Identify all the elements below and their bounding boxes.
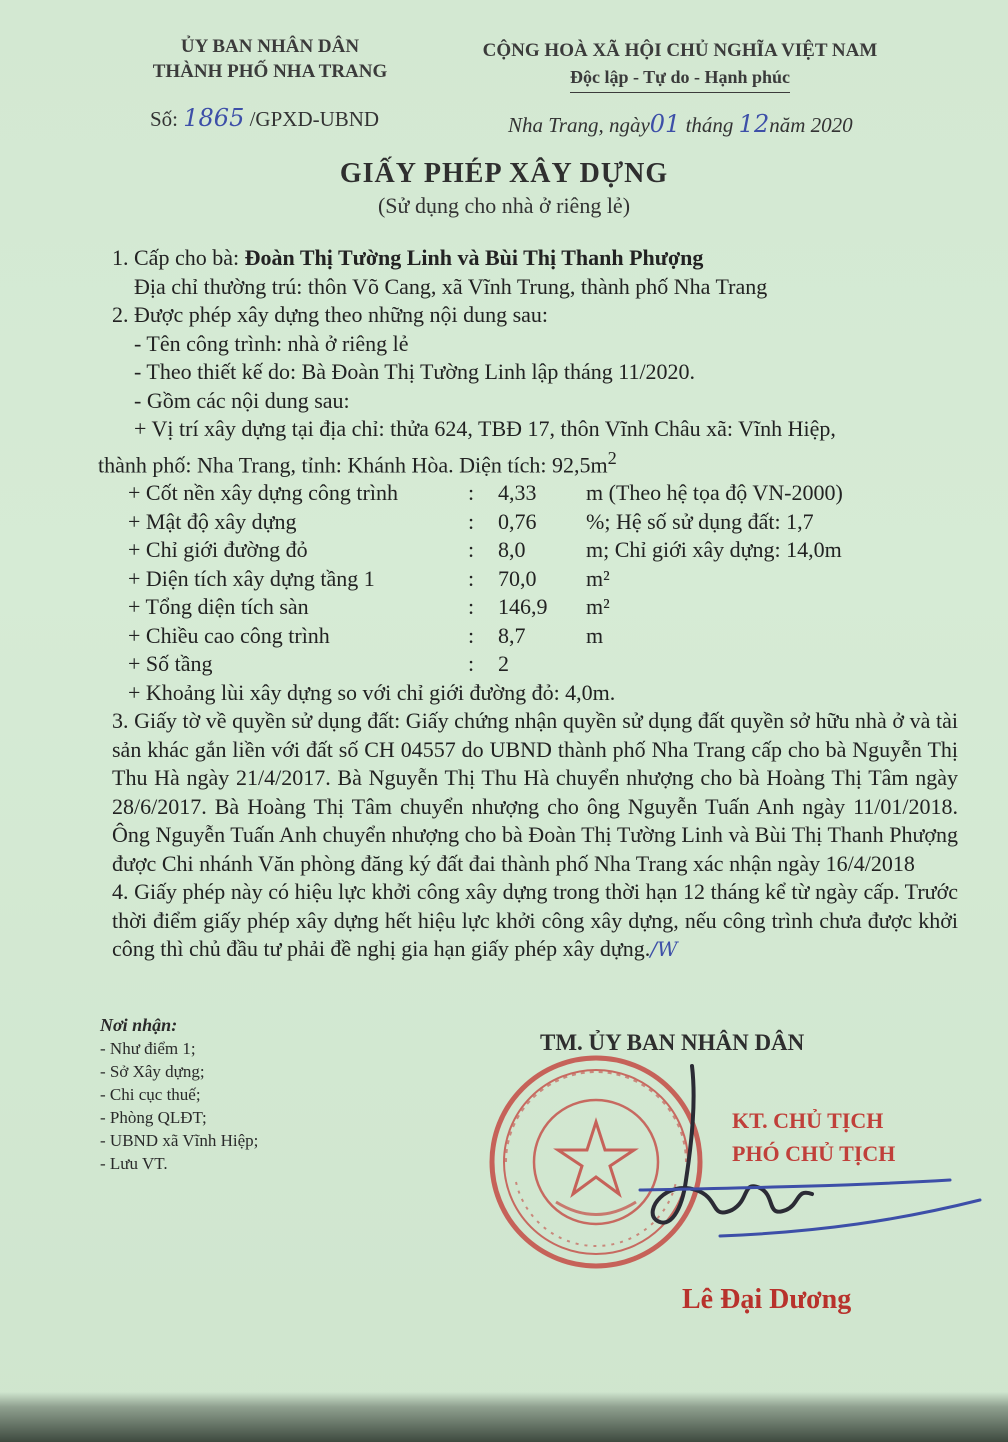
grantee-address: Địa chỉ thường trú: thôn Võ Cang, xã Vĩnh Trung, thành phố Nha Trang (134, 273, 768, 299)
spec-row: + Tổng diện tích sàn : 146,9 m² (128, 594, 610, 620)
section-4-validity: 4. Giấy phép này có hiệu lực khởi công xây dựng trong thời hạn 12 tháng kể từ ngày cấp. Trước thời điểm giấy phép xây dựng hết hiệu lực khởi công xây dựng, nếu công trình chưa được khởi công thì chủ đầu tư phải đề nghị gia hạn giấy phép xây dựng./W (112, 879, 958, 962)
spec-row: + Số tầng : 2 (128, 651, 509, 677)
spec-row: + Mật độ xây dựng : 0,76 %; Hệ số sử dụng đất: 1,7 (128, 508, 814, 534)
recipient-item: - Như điểm 1; (100, 1039, 196, 1058)
contents-heading: - Gồm các nội dung sau: (134, 387, 350, 413)
spec-row: + Cốt nền xây dựng công trình : 4,33 m (Theo hệ tọa độ VN-2000) (128, 480, 843, 506)
issue-date: Nha Trang, ngày01 tháng 12năm 2020 (508, 110, 853, 138)
authority-line-2: THÀNH PHỐ NHA TRANG (152, 61, 388, 82)
signing-authority: TM. ỦY BAN NHÂN DÂN (540, 1030, 805, 1055)
national-motto: Độc lập - Tự do - Hạnh phúc (570, 64, 790, 93)
recipient-item: - Sở Xây dựng; (100, 1062, 205, 1081)
spec-row: + Diện tích xây dựng tầng 1 : 70,0 m² (128, 565, 610, 591)
handwritten-signature-icon (600, 1060, 1000, 1250)
design-by: - Theo thiết kế do: Bà Đoàn Thị Tường Linh lập tháng 11/2020. (134, 359, 696, 384)
document-title: GIẤY PHÉP XÂY DỰNG (339, 158, 669, 189)
spec-row: + Chỉ giới đường đỏ : 8,0 m; Chỉ giới xây dựng: 14,0m (128, 537, 842, 563)
location-line-1: + Vị trí xây dựng tại địa chỉ: thửa 624, TBĐ 17, thôn Vĩnh Châu xã: Vĩnh Hiệp, (134, 416, 836, 441)
document-number: Số: 1865 /GPXD-UBND (150, 104, 380, 132)
location-line-2: thành phố: Nha Trang, tỉnh: Khánh Hòa. Diện tích: $92,5m^2$ (98, 447, 617, 477)
recipient-item: - Phòng QLĐT; (100, 1108, 207, 1127)
document-body (98, 244, 958, 964)
signer-position: KT. CHỦ TỊCH PHÓ CHỦ TỊCH (732, 1108, 896, 1166)
handwritten-number: 1865 (183, 104, 245, 132)
handwritten-initial: /W (650, 937, 678, 962)
recipient-item: - Chi cục thuế; (100, 1085, 201, 1104)
section-2-heading: 2. Được phép xây dựng theo những nội dung sau: (112, 302, 549, 327)
document-subtitle: (Sử dụng cho nhà ở riêng lẻ) (377, 193, 631, 218)
section-1-grantee: 1. Cấp cho bà: Đoàn Thị Tường Linh và Bùi Thị Thanh Phượng (112, 245, 704, 270)
issuing-authority (120, 34, 420, 84)
recipients-block (100, 1014, 258, 1175)
paper-shadow-edge (0, 1392, 1008, 1442)
project-name: - Tên công trình: nhà ở riêng lẻ (134, 330, 409, 356)
setback-line: + Khoảng lùi xây dựng so với chỉ giới đường đỏ: 4,0m. (128, 679, 616, 705)
national-header (455, 38, 905, 93)
spec-row: + Chiều cao công trình : 8,7 m (128, 622, 604, 648)
recipients-title: Nơi nhận: (100, 1015, 178, 1035)
signer-name: Lê Đại Dương (682, 1284, 852, 1315)
country-name: CỘNG HOÀ XÃ HỘI CHỦ NGHĨA VIỆT NAM (482, 40, 878, 61)
grantee-names: Đoàn Thị Tường Linh và Bùi Thị Thanh Phượng (244, 245, 704, 270)
section-3-land-docs: 3. Giấy tờ về quyền sử dụng đất: Giấy chứng nhận quyền sử dụng đất quyền sở hữu nhà ở và tài sản khác gắn liền với đất số CH 04557 do UBND thành phố Nha Trang cấp cho bà Nguyễn Thị Thu Hà ngày 21/4/2017. Bà Nguyễn Thị Thu Hà chuyển nhượng cho bà Hoàng Thị Tâm ngày 28/6/2017. Bà Hoàng Thị Tâm chuyển nhượng cho ông Nguyễn Tuấn Anh ngày 11/01/2018. Ông Nguyễn Tuấn Anh chuyển nhượng cho bà Đoàn Thị Tường Linh và Bùi Thị Thanh Phượng được Chi nhánh Văn phòng đăng ký đất đai thành phố Nha Trang xác nhận ngày 16/4/2018 (112, 708, 958, 876)
recipient-item: - UBND xã Vĩnh Hiệp; (100, 1131, 259, 1150)
recipient-item: - Lưu VT. (100, 1154, 168, 1173)
authority-line-1: ỦY BAN NHÂN DÂN (180, 36, 360, 57)
